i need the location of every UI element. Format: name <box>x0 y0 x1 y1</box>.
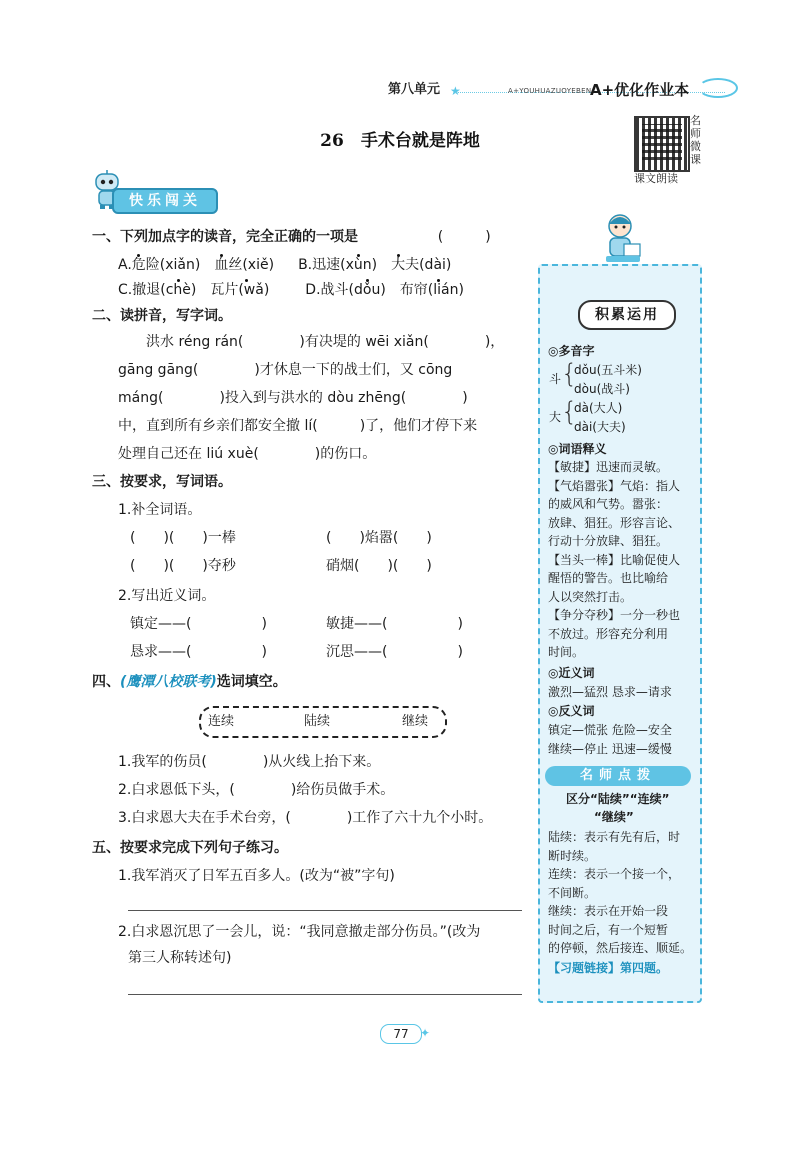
answer-blank[interactable] <box>318 418 360 434</box>
swirl-icon <box>698 78 738 98</box>
q3-sub2: 2.写出近义词。 <box>118 588 216 604</box>
vocab-line: 醒悟的警告。也比喻给 <box>548 571 669 585</box>
lesson-title: 26 手术台就是阵地 <box>320 131 480 151</box>
polyphone-reading: dǒu(五斗米) <box>574 363 642 377</box>
section-badge: 快乐闯关 <box>112 188 218 214</box>
tip-subtitle: 区分“陆续”“连续” <box>566 792 670 806</box>
vocab-heading: ◎词语释义 <box>548 442 607 456</box>
tip-line: 时间之后，有一个短暂 <box>548 922 669 937</box>
q1-options-row1: A.危险(xiǎn) 血丝(xiě) B.迅速(xùn) 大夫(dài) <box>118 257 452 273</box>
q1-heading: 一、下列加点字的读音，完全正确的一项是 ( ) <box>92 229 491 245</box>
sidebar-title: 积累运用 <box>578 300 676 330</box>
brand-title: A+优化作业本 <box>590 81 690 99</box>
q4-sentence-3[interactable]: 3.白求恩大夫在手术台旁，( )工作了六十九个小时。 <box>118 810 493 826</box>
antonym-line: 镇定—慌张 危险—安全 <box>548 723 672 737</box>
tip-line: 的停顿，然后接连、顺延。 <box>548 941 693 955</box>
star-icon: ✦ <box>420 1026 431 1040</box>
q4-sentence-2[interactable]: 2.白求恩低下头，( )给伤员做手术。 <box>118 782 395 798</box>
option-word: 连续 <box>208 714 235 729</box>
vocab-line: 放肆、猖狂。形容言论、 <box>548 515 681 530</box>
qr-caption: 课文朗读 <box>634 172 678 185</box>
vocab-line: 的威风和气势。嚣张： <box>548 497 669 511</box>
synonym-heading: ◎近义词 <box>548 666 595 680</box>
polyphone-char: 大 <box>549 410 562 424</box>
tip-line: 陆续：表示有先有后，时 <box>548 830 681 844</box>
q5-heading: 五、按要求完成下列句子练习。 <box>92 840 288 856</box>
q1-options-row2: C.撤退(chè) 瓦片(wǎ) D.战斗(dǒu) 布帘(lián) <box>118 282 464 298</box>
polyphone-heading: ◎多音字 <box>548 344 595 358</box>
q5-sentence-2b: 第三人称转述句) <box>128 950 232 966</box>
q2-heading: 二、读拼音，写字词。 <box>92 308 232 324</box>
q4-sentence-1[interactable]: 1.我军的伤员( )从火线上抬下来。 <box>118 754 381 770</box>
vocab-line: 【争分夺秒】一分一秒也 <box>548 608 681 622</box>
q3-syn-b[interactable]: 敏捷——( ) <box>326 616 463 632</box>
q5-sentence-1: 1.我军消灭了日军五百多人。(改为“被”字句) <box>118 868 395 884</box>
polyphone-char: 斗 <box>549 372 562 386</box>
q3-syn-d[interactable]: 沉思——( ) <box>326 644 463 660</box>
vocab-line: 【当头一棒】比喻促使人 <box>548 552 681 567</box>
q4-source: (鹰潭八校联考) <box>120 674 217 690</box>
tip-line: 继续：表示在开始一段 <box>548 904 669 918</box>
vocab-line: 【敏捷】迅速而灵敏。 <box>548 460 669 474</box>
vocab-line: 时间。 <box>548 645 585 659</box>
page-number: 77 <box>380 1024 422 1044</box>
polyphone-reading: dài(大夫) <box>574 420 626 434</box>
vocab-line: 【气焰嚣张】气焰：指人 <box>548 478 681 493</box>
option-word: 陆续 <box>304 714 331 729</box>
answer-blank[interactable] <box>406 390 462 406</box>
q3-syn-a[interactable]: 镇定——( ) <box>130 616 267 632</box>
synonym-line: 激烈—猛烈 恳求—请求 <box>548 685 672 699</box>
tip-line: 连续：表示一个接一个， <box>548 867 681 881</box>
polyphone-reading: dà(大人) <box>574 401 623 415</box>
vocab-line: 不放过。形容充分利用 <box>548 626 669 641</box>
tip-line: 断时续。 <box>548 848 597 863</box>
q3-fill-b[interactable]: ( )焰嚣( ) <box>326 530 432 546</box>
q2-line1: 洪水 réng rán( )有决堤的 wēi xiǎn( )， <box>146 334 505 350</box>
star-icon: ★ <box>450 84 461 98</box>
q5-sentence-2a: 2.白求恩沉思了一会儿，说：“我同意撤走部分伤员。”(改为 <box>118 924 481 940</box>
qr-code[interactable] <box>634 116 690 172</box>
answer-blank[interactable] <box>259 446 315 462</box>
qr-side-label: 名师微课 <box>690 114 701 166</box>
vocab-line: 人以突然打击。 <box>548 589 633 604</box>
q2-line2: gāng gāng( )才休息一下的战士们，又 cōng <box>118 362 453 378</box>
answer-line[interactable] <box>128 910 522 911</box>
antonym-line: 继续—停止 迅速—缓慢 <box>548 742 672 756</box>
q4-heading: 四、(鹰潭八校联考)选词填空。 <box>92 674 287 690</box>
girl-reading-icon <box>598 210 646 270</box>
antonym-heading: ◎反义词 <box>548 704 595 718</box>
q3-fill-d[interactable]: 硝烟( )( ) <box>326 558 432 574</box>
q3-fill-a[interactable]: ( )( )一棒 <box>130 530 236 546</box>
brace-icon: { <box>561 359 578 389</box>
option-word: 继续 <box>402 714 429 729</box>
brace-icon: { <box>561 397 578 427</box>
q2-line5: 处理自己还在 liú xuè( )的伤口。 <box>118 446 377 462</box>
answer-blank[interactable] <box>163 390 219 406</box>
teacher-tip-banner: 名师点拨 <box>545 766 691 786</box>
tip-subtitle: “继续” <box>594 810 634 824</box>
exercise-link[interactable]: 【习题链接】第四题。 <box>548 961 669 975</box>
answer-blank[interactable] <box>429 334 485 350</box>
q2-line4: 中，直到所有乡亲们都安全撤 lí( )了，他们才停下来 <box>118 418 478 434</box>
unit-label: 第八单元 <box>388 82 441 97</box>
q3-sub1: 1.补全词语。 <box>118 502 202 518</box>
q3-heading: 三、按要求，写词语。 <box>92 474 232 490</box>
vocab-line: 行动十分放肆、猖狂。 <box>548 534 669 548</box>
answer-blank[interactable] <box>198 362 254 378</box>
q2-line3: máng( )投入到与洪水的 dòu zhēng( ) <box>118 390 468 406</box>
answer-line[interactable] <box>128 994 522 995</box>
tip-line: 不间断。 <box>548 885 597 900</box>
answer-blank[interactable] <box>243 334 299 350</box>
q3-fill-c[interactable]: ( )( )夺秒 <box>130 558 236 574</box>
polyphone-reading: dòu(战斗) <box>574 382 630 396</box>
series-pinyin: A+YOUHUAZUOYEBEN <box>508 87 592 95</box>
q3-syn-c[interactable]: 恳求——( ) <box>130 644 267 660</box>
